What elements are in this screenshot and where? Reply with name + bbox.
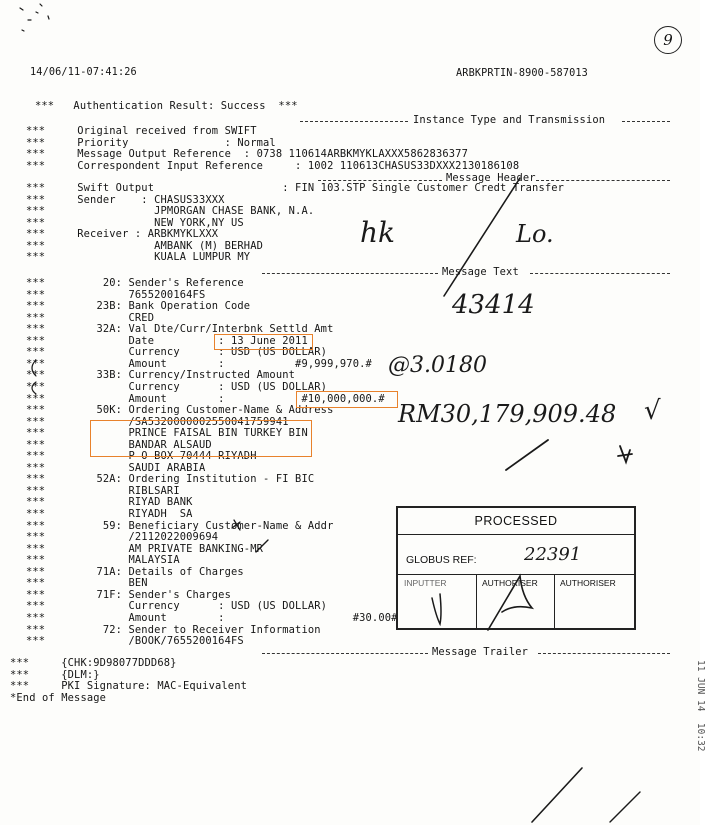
document-line: *** Receiver : ARBKMYKLXXX bbox=[26, 228, 219, 241]
document-line: *** PKI Signature: MAC-Equivalent bbox=[10, 680, 248, 693]
document-line: *** 23B: Bank Operation Code bbox=[26, 300, 251, 313]
header-reference: ARBKPRTIN-8900-587013 bbox=[456, 68, 588, 79]
document-line: *** /SA5320000002550041759941 bbox=[26, 415, 289, 428]
document-line: *** 20: Sender's Reference bbox=[26, 277, 244, 289]
handwritten-lo: Lo. bbox=[516, 220, 554, 248]
divider-dash bbox=[262, 273, 438, 274]
divider-dash bbox=[262, 653, 428, 654]
page-number-circle: 9 bbox=[654, 26, 682, 54]
divider-dash bbox=[300, 121, 408, 122]
bottom-slash bbox=[610, 792, 640, 822]
section-header-title: Message Header bbox=[446, 172, 536, 184]
document-line: *** 52A: Ordering Institution - FI BIC bbox=[26, 473, 315, 486]
document-line: *** Amount : #9,999,970.# bbox=[26, 357, 372, 370]
document-line: *** Currency : USD (US DOLLAR) bbox=[26, 346, 328, 359]
document-line: *** {DLM:} bbox=[10, 668, 100, 681]
divider-dash bbox=[318, 180, 442, 181]
handwritten-checkmark: √ bbox=[644, 396, 661, 426]
document-line: *** Priority : Normal bbox=[26, 136, 276, 149]
stamp-divider bbox=[398, 574, 634, 575]
vertical-received-note: 11 JUN 14 10:32 bbox=[695, 660, 706, 752]
stamp-title: PROCESSED bbox=[474, 514, 558, 528]
document-line: *** Correspondent Input Reference : 1002 110613CHASUS33DXXX2130186108 bbox=[26, 159, 520, 172]
divider-dash bbox=[536, 180, 670, 181]
section-instance-title: Instance Type and Transmission bbox=[413, 114, 606, 126]
document-line: *** 59: Beneficiary Customer-Name & Addr bbox=[26, 519, 334, 532]
document-line: *** BANDAR ALSAUD bbox=[26, 438, 212, 451]
document-line: *End of Message bbox=[10, 691, 107, 704]
document-line: *** Date : 13 June 2011 bbox=[26, 334, 308, 347]
stamp-authoriser-label-2: AUTHORISER bbox=[560, 578, 616, 588]
section-text-title: Message Text bbox=[442, 266, 519, 278]
auth-result-line: *** Authentication Result: Success *** bbox=[35, 100, 298, 112]
highlight-date-box bbox=[214, 334, 313, 350]
document-line: *** Amount : #30.00# bbox=[26, 611, 398, 624]
document-line: *** 33B: Currency/Instructed Amount bbox=[26, 369, 296, 382]
document-line: *** {CHK:9D98077DDD68} bbox=[10, 657, 177, 669]
document-line: *** PRINCE FAISAL BIN TURKEY BIN bbox=[26, 427, 308, 440]
document-line: *** Swift Output : FIN 103.STP Single Customer Credt Transfer bbox=[26, 182, 565, 194]
globus-ref-label: GLOBUS REF: bbox=[406, 554, 477, 566]
document-line: *** RIYADH SA bbox=[26, 508, 193, 520]
document-line: *** 32A: Val Dte/Curr/Interbnk Settld Amt bbox=[26, 323, 334, 336]
document-line: *** NEW YORK,NY US bbox=[26, 216, 244, 229]
document-line: *** Amount : #10,000,000.# bbox=[26, 392, 385, 405]
check-stroke bbox=[506, 440, 548, 470]
section-trailer-title: Message Trailer bbox=[432, 646, 529, 658]
divider-dash bbox=[538, 653, 670, 654]
document-line: *** 72: Sender to Receiver Information bbox=[26, 623, 321, 636]
divider-dash bbox=[530, 273, 670, 274]
handwritten-rate: @3.0180 bbox=[388, 353, 487, 378]
stamp-column-divider bbox=[554, 574, 555, 628]
document-line: *** BEN bbox=[26, 577, 148, 590]
document-line: *** Currency : USD (US DOLLAR) bbox=[26, 600, 328, 613]
scan-smudge bbox=[20, 4, 49, 31]
bottom-slash bbox=[532, 768, 582, 822]
document-line: *** Original received from SWIFT bbox=[26, 125, 257, 137]
document-line: *** MALAYSIA bbox=[26, 554, 180, 567]
document-line: *** AM PRIVATE BANKING-MR bbox=[26, 542, 264, 555]
document-line: *** 50K: Ordering Customer-Name & Address bbox=[26, 404, 334, 417]
document-line: *** 7655200164FS bbox=[26, 288, 206, 301]
stamp-authoriser-label: AUTHORISER bbox=[482, 578, 538, 588]
stamp-inputter-label: INPUTTER bbox=[404, 578, 447, 588]
document-line: *** Sender : CHASUS33XXX bbox=[26, 193, 225, 206]
document-line: *** 71A: Details of Charges bbox=[26, 565, 244, 578]
document-line: *** P O BOX 70444 RIYADH bbox=[26, 450, 257, 463]
document-line: *** JPMORGAN CHASE BANK, N.A. bbox=[26, 205, 315, 218]
document-line: *** Message Output Reference : 0738 110614ARBKMYKLAXXX5862836377 bbox=[26, 148, 468, 161]
highlight-customer-box bbox=[90, 420, 312, 457]
document-line: *** Currency : USD (US DOLLAR) bbox=[26, 380, 328, 393]
stamp-column-divider bbox=[476, 574, 477, 628]
document-line: *** /2112022009694 bbox=[26, 531, 219, 544]
document-line: *** 71F: Sender's Charges bbox=[26, 588, 231, 601]
diagonal-slash bbox=[444, 178, 520, 296]
handwritten-rm-amount: RM30,179,909.48 bbox=[398, 400, 617, 428]
document-line: *** /BOOK/7655200164FS bbox=[26, 635, 244, 648]
document-line: *** CRED bbox=[26, 311, 155, 324]
globus-ref-value: 22391 bbox=[524, 544, 582, 565]
highlight-amount-box bbox=[296, 391, 398, 408]
handwritten-number: 43414 bbox=[452, 290, 535, 320]
document-line: *** RIBLSARI bbox=[26, 484, 180, 497]
document-line: *** AMBANK (M) BERHAD bbox=[26, 239, 264, 252]
document-line: *** RIYAD BANK bbox=[26, 496, 193, 509]
header-timestamp: 14/06/11-07:41:26 bbox=[30, 67, 137, 78]
processed-stamp bbox=[396, 506, 636, 630]
divider-dash bbox=[622, 121, 670, 122]
handwritten-initials: hk bbox=[360, 216, 395, 249]
document-line: *** KUALA LUMPUR MY bbox=[26, 251, 251, 264]
document-line: *** SAUDI ARABIA bbox=[26, 461, 206, 474]
scribble-mark bbox=[618, 446, 632, 462]
stamp-divider bbox=[398, 534, 634, 535]
